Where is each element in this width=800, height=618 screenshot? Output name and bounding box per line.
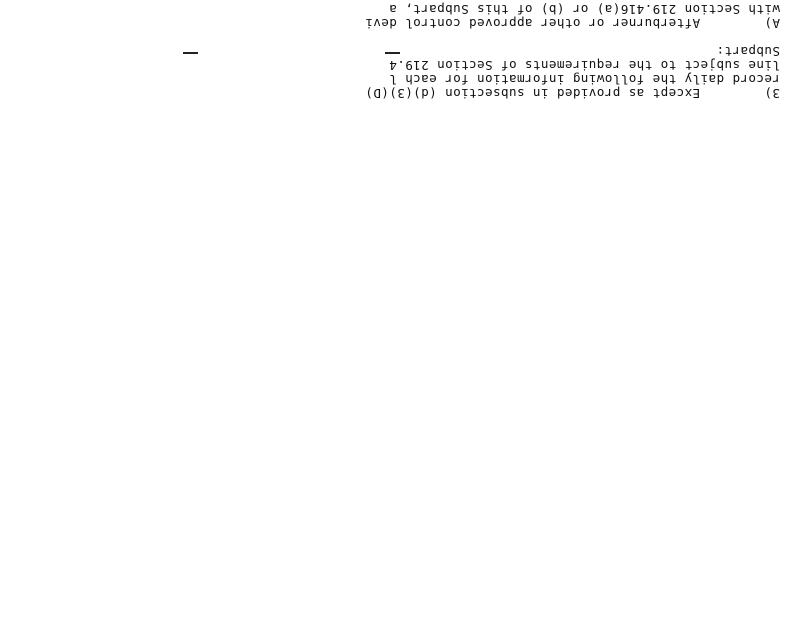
text-line: A) Afterburner or other approved control devi	[364, 16, 780, 31]
text-line: line subject to the requirements of Section 219.4	[388, 58, 780, 73]
margin-mark	[183, 52, 198, 54]
text-line: with Section 219.416(a) or (b) of this Subpart, a	[388, 2, 780, 17]
text-line: Subpart:	[716, 44, 780, 59]
text-line: 3) Except as provided in subsection (d)(3)(D)	[364, 86, 780, 101]
rotated-text-block	[260, 0, 780, 100]
text-line: record daily the following information for each l	[388, 72, 780, 87]
